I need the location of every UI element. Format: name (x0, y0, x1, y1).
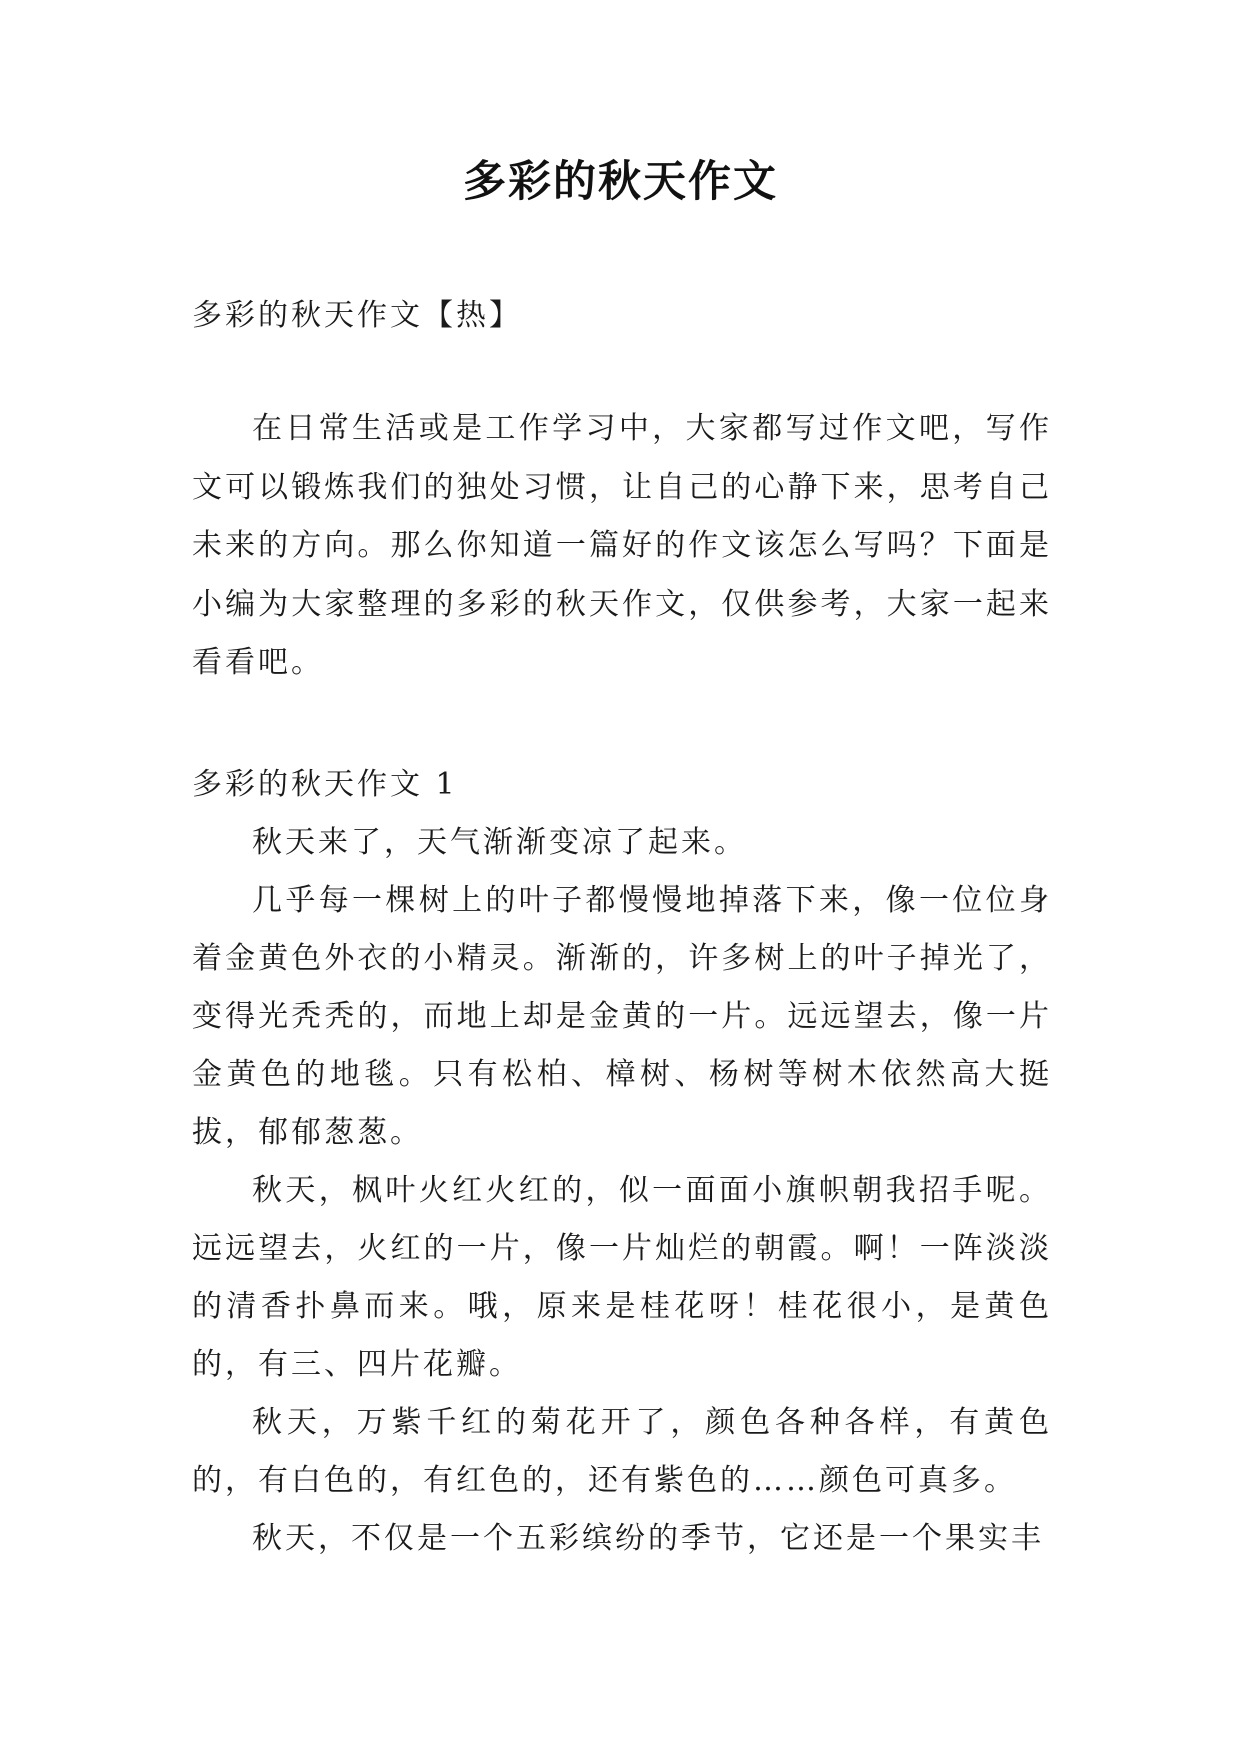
document-subtitle: 多彩的秋天作文【热】 (192, 298, 522, 333)
document-title: 多彩的秋天作文 (463, 157, 778, 207)
section-paragraph-2: 几乎每一棵树上的叶子都慢慢地掉落下来，像一位位身着金黄色外衣的小精灵。渐渐的，许多树上的叶子掉光了，变得光秃秃的，而地上却是金黄的一片。远远望去，像一片金黄色的地毯。只有松柏、樟树、杨树等树木依然高大挺拔，郁郁葱葱。 (192, 883, 1052, 1150)
section-paragraph-4: 秋天，万紫千红的菊花开了，颜色各种各样，有黄色的，有白色的，有红色的，还有紫色的……颜色可真多。 (192, 1405, 1052, 1498)
intro-section (192, 400, 1052, 693)
essay-section-1 (192, 756, 1052, 1568)
section-paragraph-1: 秋天来了，天气渐渐变凉了起来。 (252, 825, 747, 860)
section-heading: 多彩的秋天作文 1 (192, 767, 458, 802)
section-paragraph-3: 秋天，枫叶火红火红的，似一面面小旗帜朝我招手呢。远远望去，火红的一片，像一片灿烂的朝霞。啊！一阵淡淡的清香扑鼻而来。哦，原来是桂花呀！桂花很小，是黄色的，有三、四片花瓣。 (192, 1173, 1052, 1382)
intro-paragraph: 在日常生活或是工作学习中，大家都写过作文吧，写作文可以锻炼我们的独处习惯，让自己的心静下来，思考自己未来的方向。那么你知道一篇好的作文该怎么写吗？下面是小编为大家整理的多彩的秋天作文，仅供参考，大家一起来看看吧。 (192, 411, 1052, 680)
section-paragraph-5: 秋天，不仅是一个五彩缤纷的季节，它还是一个果实丰 (252, 1521, 1044, 1556)
